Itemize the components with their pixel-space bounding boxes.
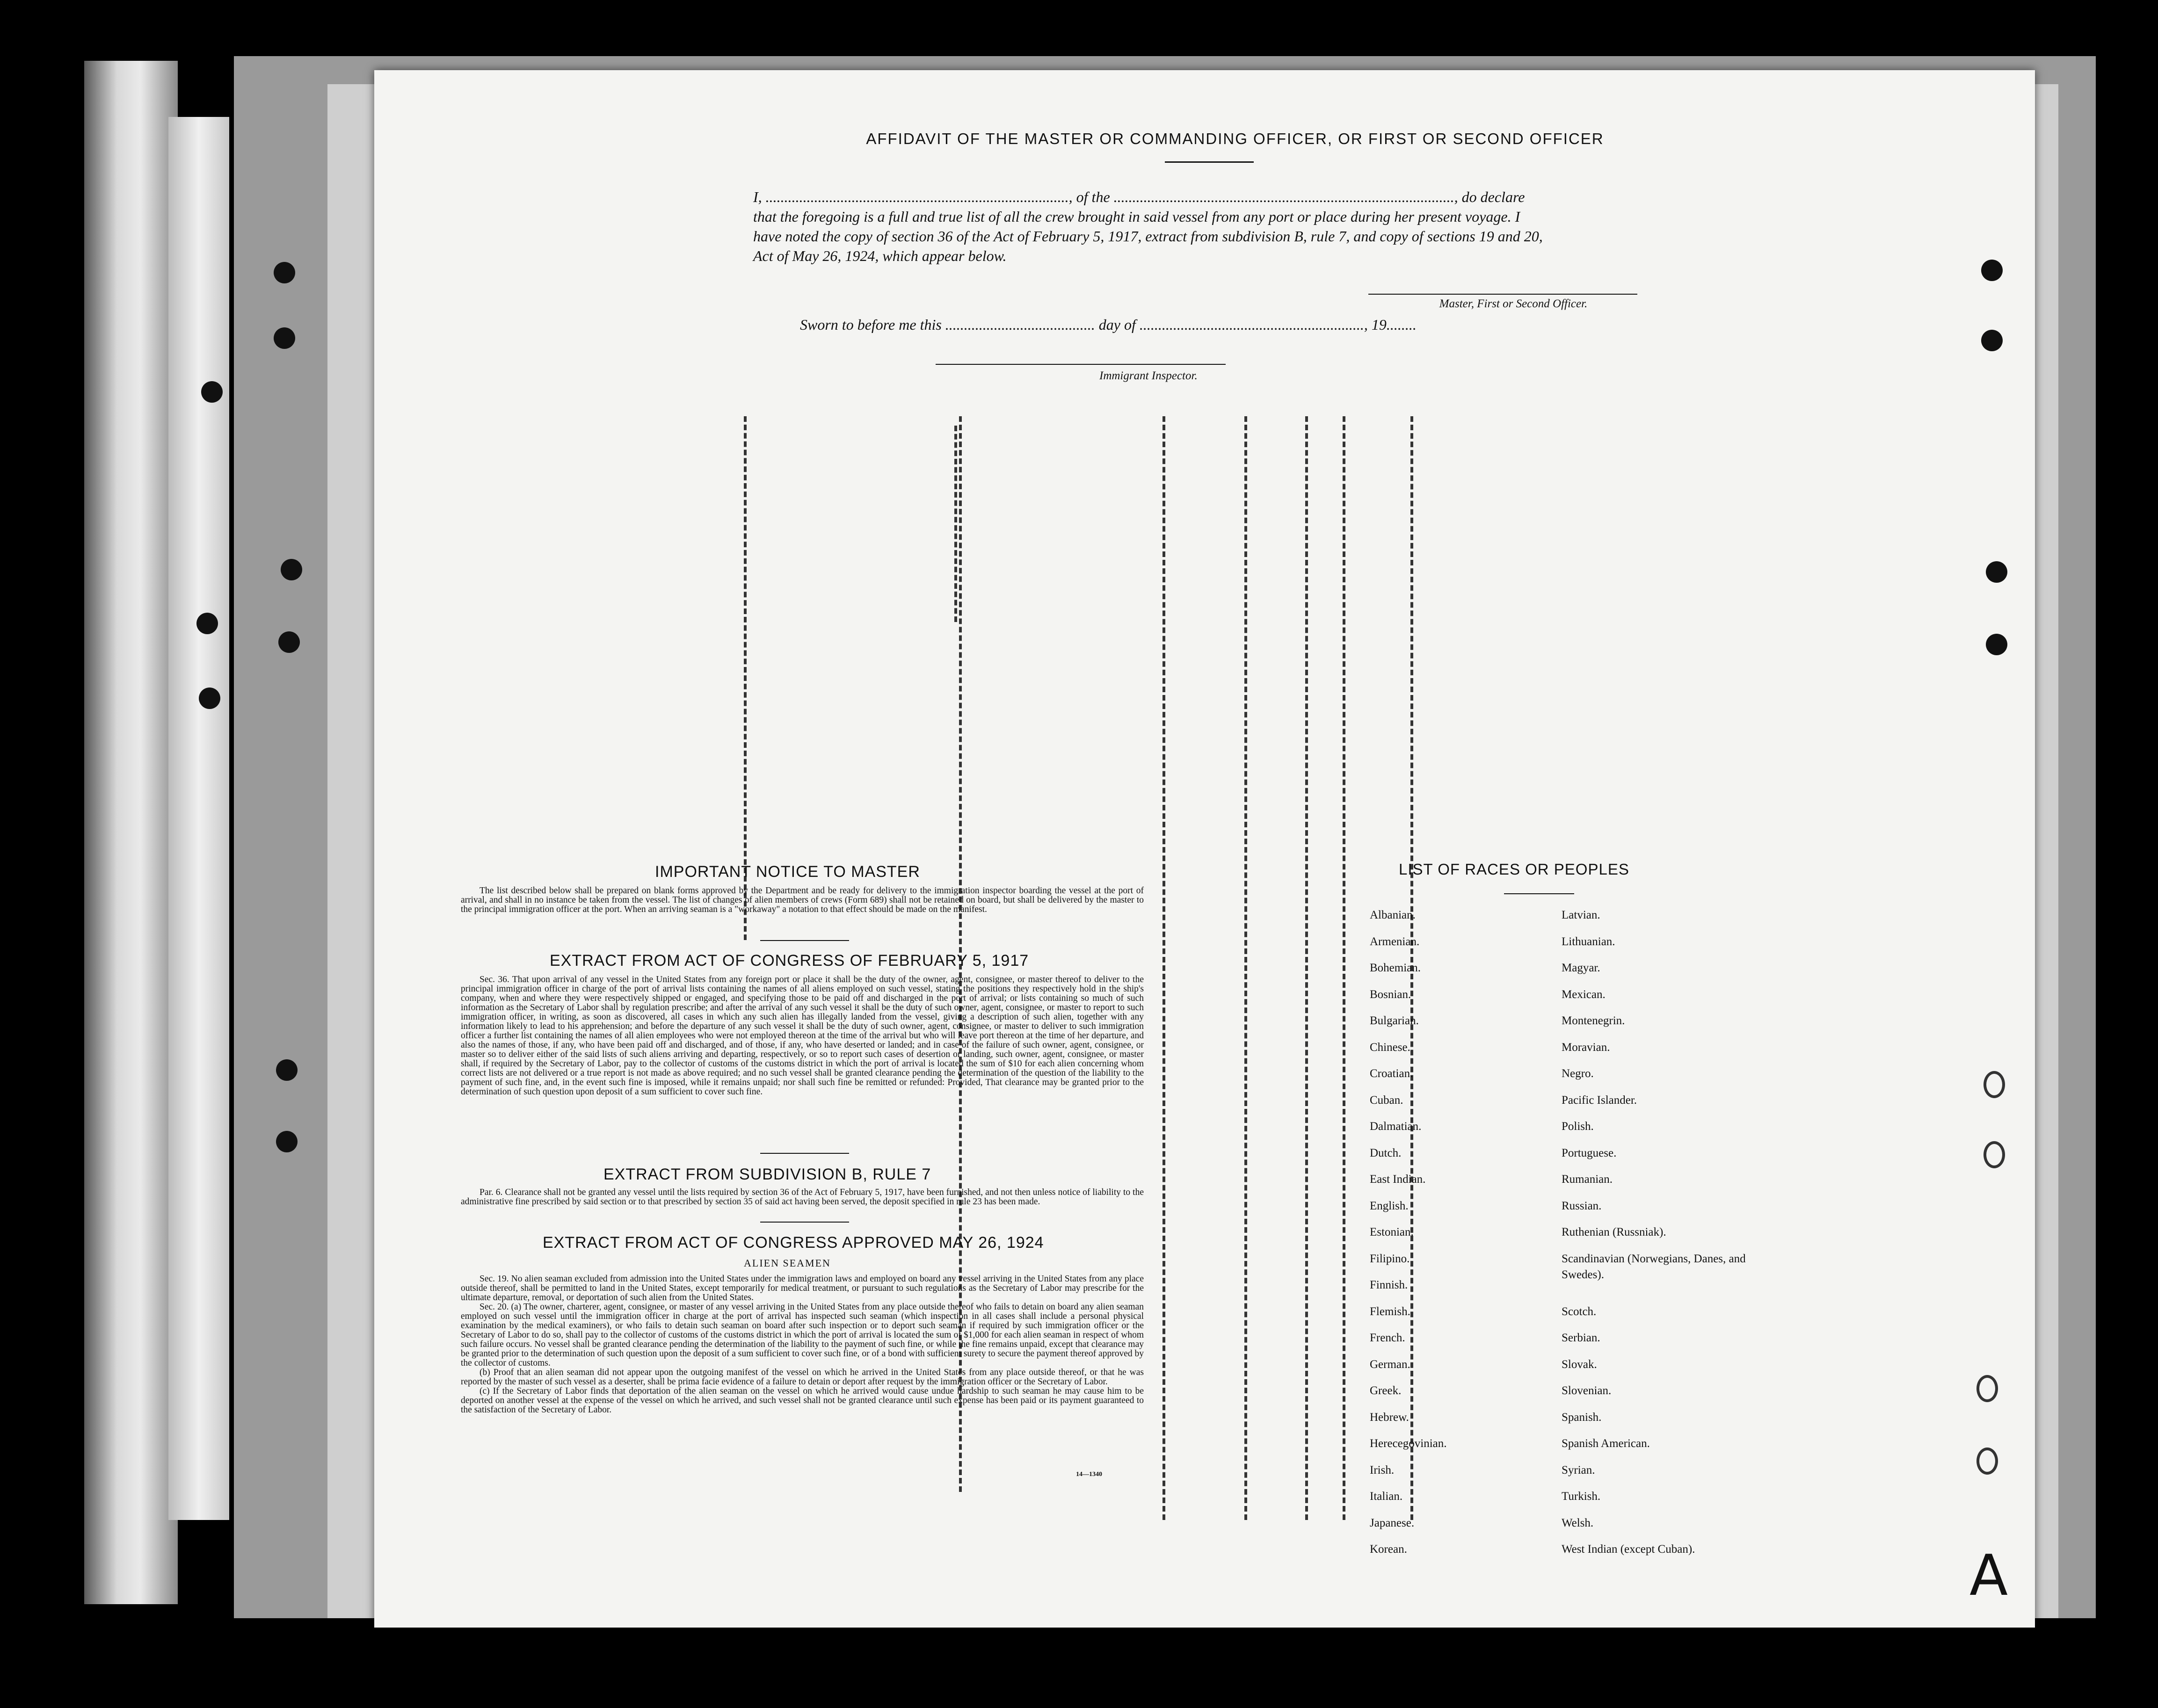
extract-1924-text — [461, 1274, 1144, 1415]
race-item: Turkish. — [1562, 1490, 1601, 1503]
race-item: Lithuanian. — [1562, 935, 1615, 948]
binder-hole — [196, 613, 218, 634]
race-item: Slovenian. — [1562, 1384, 1612, 1397]
race-item: Japanese. — [1370, 1516, 1415, 1529]
race-item: Russian. — [1562, 1199, 1602, 1212]
race-item: English. — [1370, 1199, 1409, 1212]
binder-hole — [276, 1059, 298, 1081]
binder-hole — [274, 327, 295, 349]
race-item: Finnish. — [1370, 1279, 1408, 1291]
race-item: Negro. — [1562, 1067, 1594, 1080]
sec-20a-paragraph: Sec. 20. (a) The owner, charterer, agent, consignee, or master of any vessel arriving in the United States from any place outside thereof who fails to detain on board any alien seaman employed on such vessel until the immigration officer in charge at the port of arrival has inspected such seaman (which inspection in all cases shall include a personal physical examination by the medical examiners), or who fails to detain such seaman on board after such inspection or to deport such seaman if required by such immigration officer or the Secretary of Labor to do so, shall pay to the collector of customs of the customs district in which the port of arrival is located the sum of $1,000 for each alien seaman in respect of whom such failure occurs. No vessel shall be granted clearance pending the determination of the liability to the payment of such fine, or while the fine remains unpaid, except that clearance may be granted prior to the determination of such question upon the deposit of a sum sufficient to cover such fine, or of a bond with sufficient surety to secure the payment thereof approved by the collector of customs. — [461, 1302, 1144, 1368]
bleed-through-line — [1305, 416, 1308, 1520]
races-list-right — [1562, 907, 1758, 1568]
race-item: Moravian. — [1562, 1041, 1610, 1054]
race-item: Hebrew. — [1370, 1411, 1409, 1424]
binder-hole — [199, 688, 220, 709]
binder-hole — [1981, 260, 2003, 281]
race-item: Pacific Islander. — [1562, 1093, 1637, 1107]
race-item: Korean. — [1370, 1543, 1407, 1556]
race-item: Bohemian. — [1370, 962, 1421, 974]
binder-hole — [281, 559, 302, 580]
alien-seamen-subtitle: ALIEN SEAMEN — [744, 1257, 831, 1269]
race-item: Flemish. — [1370, 1305, 1410, 1318]
race-item: German. — [1370, 1358, 1410, 1371]
binder-hole-ring — [1984, 1141, 2005, 1168]
race-item: Scotch. — [1562, 1305, 1597, 1318]
race-item: French. — [1370, 1332, 1405, 1344]
title-rule — [1165, 161, 1254, 163]
race-item: Cuban. — [1370, 1093, 1403, 1107]
underlying-page-strip — [168, 117, 229, 1520]
race-item: Polish. — [1562, 1120, 1594, 1133]
race-item: Spanish American. — [1562, 1437, 1650, 1450]
bleed-through-line — [1163, 416, 1165, 1520]
notice-text — [461, 886, 1144, 914]
binder-hole — [274, 262, 295, 283]
race-item: Magyar. — [1562, 962, 1600, 974]
binder-hole-ring — [1976, 1447, 1998, 1475]
race-item: Bulgarian. — [1370, 1014, 1419, 1027]
bleed-through-line — [954, 426, 957, 622]
races-title-rule — [1504, 893, 1574, 894]
races-title: LIST OF RACES OR PEOPLES — [1399, 861, 1629, 878]
signature-role-label: Master, First or Second Officer. — [1439, 297, 1588, 310]
race-item: Montenegrin. — [1562, 1014, 1625, 1027]
affidavit-title: AFFIDAVIT OF THE MASTER OR COMMANDING OFFICER, OR FIRST OR SECOND OFFICER — [866, 130, 1604, 147]
binder-hole — [1981, 330, 2003, 351]
film-edge-strip — [84, 61, 178, 1604]
race-item: Estonian. — [1370, 1226, 1414, 1238]
race-item: Chinese. — [1370, 1041, 1410, 1054]
sec-36-paragraph: Sec. 36. That upon arrival of any vessel in the United States from any foreign port or place it shall be the duty of the owner, agent, consignee, or master thereof to deliver to the principal immigration officer in charge of the port of arrival lists containing the names of all aliens employed on such vessel, stating the positions they respectively hold in the ship's company, when and where they were respectively shipped or engaged, and specifying those to be paid off and discharged in the port of arrival; or lists containing so much of such information as the Secretary of Labor shall by regulation prescribe; and after the arrival of any such vessel it shall be the duty of such owner, agent, consignee, or master to report to such immigration officer, in writing, as soon as discovered, all cases in which any such alien has illegally landed from the vessel, giving a description of such alien, together with any information likely to lead to his apprehension; and before the departure of any such vessel it shall be the duty of such owner, agent, consignee, or master to deliver to such immigration officer a further list containing the names of all alien employees who were not employed thereon at the time of the arrival but who will leave port thereon at the time of her departure, and also the names of those, if any, who have been paid off and discharged, and of those, if any, who have deserted or landed; and in case of the failure of such owner, agent, consignee, or master so to deliver either of the said lists of such aliens arriving and departing, respectively, or so to report such cases of desertion or landing, such owner, agent, consignee, or master shall, if required by the Secretary of Labor, pay to the collector of customs of the customs district in which the port of arrival is located the sum of $10 for each alien concerning whom correct lists are not delivered or a true report is not made as above required; and no such vessel shall be granted clearance pending the determination of the question of the liability to the payment of such fine, and, in the event such fine is imposed, while it remains unpaid; nor shall such fine be remitted or refunded: Provided, That clearance may be granted prior to the determination of such question upon deposit of a sum sufficient to cover such fine. — [461, 975, 1144, 1097]
race-item: Armenian. — [1370, 935, 1420, 948]
bleed-through-line — [744, 416, 747, 940]
race-item: Rumanian. — [1562, 1173, 1613, 1186]
form-number: 14—1340 — [1076, 1471, 1102, 1478]
race-item: Latvian. — [1562, 909, 1600, 921]
binder-hole-ring — [1976, 1375, 1998, 1402]
race-item: Ruthenian (Russniak). — [1562, 1226, 1666, 1238]
binder-hole — [278, 631, 300, 653]
sworn-statement: Sworn to before me this ........................................ day of ............................................................, 19........ — [800, 316, 1417, 333]
notice-paragraph: The list described below shall be prepared on blank forms approved by the Department and be ready for delivery to the immigration inspector boarding the vessel at the port of arrival, and shall in no instance be taken from the vessel. The list of changes of alien members of crews (Form 689) shall not be retained on board, but shall be delivered by the master to the principal immigration officer at the port. When an arriving seaman is a "workaway" a notation to that effect should be made on the manifest. — [461, 886, 1144, 914]
extract-1924-title: EXTRACT FROM ACT OF CONGRESS APPROVED MAY 26, 1924 — [543, 1234, 1044, 1252]
race-item: Welsh. — [1562, 1516, 1594, 1529]
notice-title: IMPORTANT NOTICE TO MASTER — [655, 863, 920, 881]
signature-line — [1368, 294, 1637, 295]
binder-hole — [201, 381, 223, 403]
race-item: Spanish. — [1562, 1411, 1602, 1424]
extract-1917-text — [461, 975, 1144, 1097]
race-item: Dalmatian. — [1370, 1120, 1422, 1133]
inspector-label: Immigrant Inspector. — [1099, 369, 1198, 382]
race-item: Portuguese. — [1562, 1146, 1617, 1159]
race-item: Scandinavian (Norwegians, Danes, and Swedes). — [1562, 1252, 1746, 1281]
race-item: Mexican. — [1562, 988, 1606, 1001]
race-item: Dutch. — [1370, 1146, 1402, 1159]
section-rule — [760, 940, 849, 941]
handwritten-mark: A — [1969, 1543, 2008, 1608]
race-item: East Indian. — [1370, 1173, 1426, 1186]
sec-20c-paragraph: (c) If the Secretary of Labor finds that deportation of the alien seaman on the vessel on which he arrived would cause undue hardship to such seaman he may cause him to be deported on another vessel at the expense of the vessel on which he arrived, and such vessel shall not be granted clearance until such expense has been paid or its payment guaranteed to the satisfaction of the Secretary of Labor. — [461, 1386, 1144, 1415]
sec-20b-paragraph: (b) Proof that an alien seaman did not appear upon the outgoing manifest of the vessel on which he arrived in the United States from any place outside thereof, or that he was reported by the master of such vessel as a deserter, shall be prima facie evidence of a failure to detain or deport after request by the immigration officer or the Secretary of Labor. — [461, 1368, 1144, 1387]
race-item: Italian. — [1370, 1490, 1403, 1503]
par-6-paragraph: Par. 6. Clearance shall not be granted any vessel until the lists required by section 36 of the Act of February 5, 1917, have been furnished, and not then unless notice of liability to the administrative fine prescribed by said section or to that prescribed by section 35 of said act having been served, the deposit specified in rule 23 has been made. — [461, 1187, 1144, 1207]
binder-hole — [276, 1131, 298, 1152]
extract-rule7-title: EXTRACT FROM SUBDIVISION B, RULE 7 — [603, 1165, 931, 1183]
extract-1917-title: EXTRACT FROM ACT OF CONGRESS OF FEBRUARY 5, 1917 — [550, 952, 1029, 970]
races-list-left — [1370, 907, 1491, 1568]
race-item: Croatian. — [1370, 1067, 1413, 1080]
affidavit-declaration: I, ................................................................................., of the ..........................................................................................., do declare that the foregoing is a full and true list of all the crew brought in said vessel from any port or place during her present voyage. I have noted the copy of section 36 of the Act of February 5, 1917, extract from subdivision B, rule 7, and copy of sections 19 and 20, Act of May 26, 1924, which appear below. — [753, 188, 1543, 264]
race-item: Syrian. — [1562, 1463, 1595, 1476]
sec-19-paragraph: Sec. 19. No alien seaman excluded from admission into the United States under the immigration laws and employed on board any vessel arriving in the United States from any place outside thereof, shall be permitted to land in the United States, except temporarily for medical treatment, or pursuant to such regulations as the Secretary of Labor may prescribe for the ultimate departure, removal, or deportation of such alien from the United States. — [461, 1274, 1144, 1303]
race-item: West Indian (except Cuban). — [1562, 1543, 1695, 1556]
bleed-through-line — [1244, 416, 1247, 1520]
extract-rule7-text — [461, 1188, 1144, 1207]
race-item: Greek. — [1370, 1384, 1402, 1397]
race-item: Serbian. — [1562, 1332, 1600, 1344]
race-item: Herecegovinian. — [1370, 1437, 1447, 1450]
race-item: Slovak. — [1562, 1358, 1597, 1371]
race-item: Filipino. — [1370, 1252, 1410, 1265]
binder-hole-ring — [1984, 1071, 2005, 1098]
section-rule — [760, 1153, 849, 1154]
race-item: Bosnian. — [1370, 988, 1411, 1001]
binder-hole — [1986, 561, 2007, 583]
section-rule — [760, 1222, 849, 1223]
inspector-signature-line — [936, 364, 1226, 365]
bleed-through-line — [1343, 416, 1345, 1520]
race-item: Albanian. — [1370, 909, 1416, 921]
race-item: Irish. — [1370, 1463, 1395, 1476]
binder-hole — [1986, 634, 2007, 655]
